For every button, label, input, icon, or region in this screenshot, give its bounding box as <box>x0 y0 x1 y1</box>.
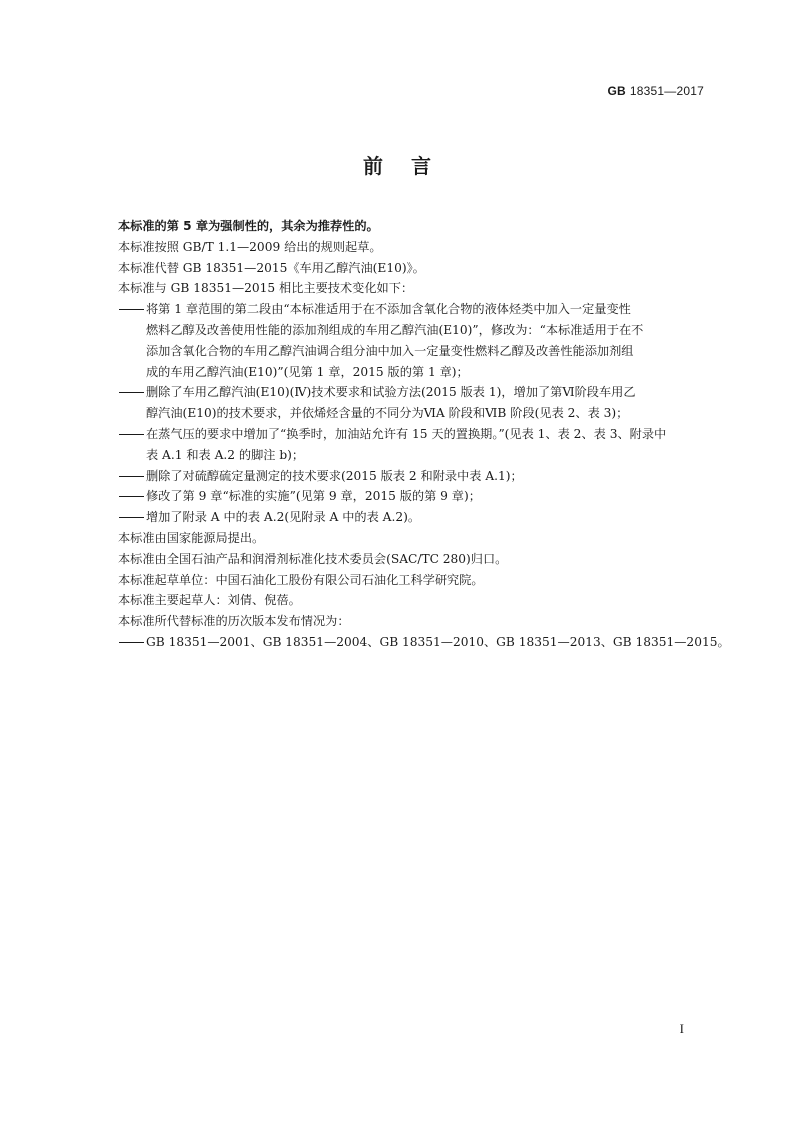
change-line: 燃料乙醇及改善使用性能的添加剂组成的车用乙醇汽油(E10)”，修改为：“本标准适用于在不 <box>146 322 644 337</box>
change-line: 表 A.1 和表 A.2 的脚注 b)； <box>146 447 305 462</box>
change-line: 删除了对硫醇硫定量测定的技术要求(2015 版表 2 和附录中表 A.1)； <box>146 468 523 483</box>
standard-number: 18351—2017 <box>629 84 704 98</box>
page-number: I <box>679 1021 684 1036</box>
mandatory-statement: 本标准的第 5 章为强制性的，其余为推荐性的。 <box>118 219 379 233</box>
change-item-4 <box>118 466 708 487</box>
document-body <box>118 216 730 653</box>
change-item-2 <box>118 382 708 424</box>
history-intro-paragraph: 本标准所代替标准的历次版本发布情况为： <box>118 614 350 629</box>
committee-paragraph: 本标准由全国石油产品和润滑剂标准化技术委员会(SAC/TC 280)归口。 <box>118 551 508 566</box>
proposer-paragraph: 本标准由国家能源局提出。 <box>118 530 265 545</box>
change-item-6 <box>118 507 708 528</box>
change-line: 增加了附录 A 中的表 A.2(见附录 A 中的表 A.2)。 <box>146 510 421 525</box>
change-line: 添加含氧化合物的车用乙醇汽油调合组分油中加入一定量变性燃料乙醇及改善性能添加剂组 <box>146 343 634 358</box>
standard-code <box>608 84 704 98</box>
changes-list <box>118 299 708 528</box>
page-title: 前言 <box>363 154 459 178</box>
change-item-5 <box>118 486 708 507</box>
drafting-unit-paragraph: 本标准起草单位：中国石油化工股份有限公司石油化工科学研究院。 <box>118 572 484 587</box>
history-line: GB 18351—2001、GB 18351—2004、GB 18351—2010、GB 18351—2013、GB 18351—2015。 <box>146 634 730 649</box>
change-line: 醇汽油(E10)的技术要求，并依烯烃含量的不同分为ⅥA 阶段和ⅥB 阶段(见表 2、表 3)； <box>146 406 629 421</box>
change-line: 在蒸气压的要求中增加了“换季时，加油站允许有 15 天的置换期。”(见表 1、表 2、表 3、附录中 <box>146 426 667 441</box>
replaces-paragraph: 本标准代替 GB 18351—2015《车用乙醇汽油(E10)》。 <box>118 260 425 275</box>
change-line: 将第 1 章范围的第二段由“本标准适用于在不添加含氧化合物的液体烃类中加入一定量变性 <box>146 302 631 317</box>
drafters-paragraph: 本标准主要起草人：刘倩、倪蓓。 <box>118 593 301 608</box>
change-item-1 <box>118 299 708 382</box>
change-line: 删除了车用乙醇汽油(E10)(Ⅳ)技术要求和试验方法(2015 版表 1)，增加了第Ⅵ阶段车用乙 <box>146 385 636 400</box>
changes-intro-paragraph: 本标准与 GB 18351—2015 相比主要技术变化如下： <box>118 281 414 296</box>
standard-prefix: GB <box>607 84 626 98</box>
change-item-3 <box>118 424 708 466</box>
change-line: 修改了第 9 章“标准的实施”(见第 9 章，2015 版的第 9 章)； <box>146 489 481 504</box>
history-item <box>118 632 730 653</box>
change-line: 成的车用乙醇汽油(E10)”(见第 1 章，2015 版的第 1 章)； <box>146 364 469 379</box>
drafting-rules-paragraph: 本标准按照 GB/T 1.1—2009 给出的规则起草。 <box>118 239 382 254</box>
